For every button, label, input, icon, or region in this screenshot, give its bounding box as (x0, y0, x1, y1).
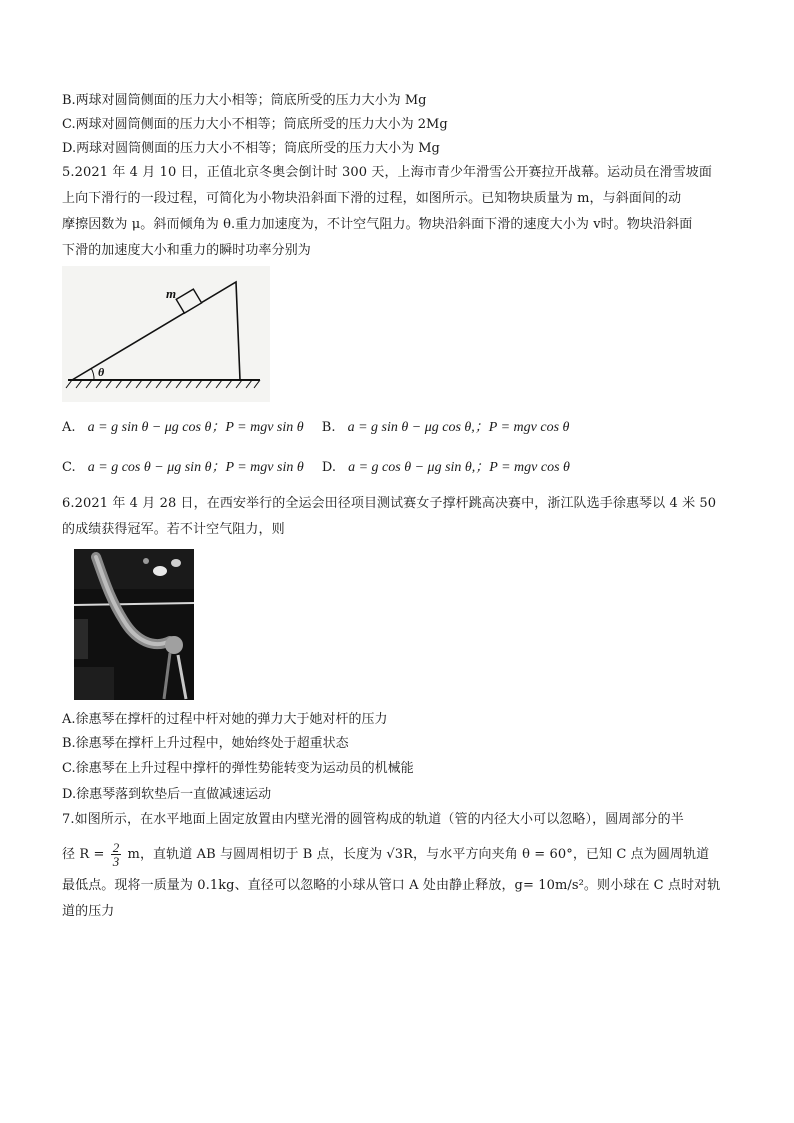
q5-option-d-label: D. (321, 460, 336, 475)
mass-label: m (166, 286, 177, 301)
q5-option-d: a = g cos θ − μg sin θ,；P = mgv cos θ (348, 460, 570, 475)
q5-option-a-label: A. (62, 420, 76, 435)
q6-option-a: A.徐惠琴在撑杆的过程中杆对她的弹力大于她对杆的压力 (62, 712, 388, 727)
q5-options-row-2 (62, 459, 570, 477)
q5-stem-line-1: 5.2021 年 4 月 10 日，正值北京冬奥会倒计时 300 天，上海市青少年滑雪公开赛拉开战幕。运动员在滑雪坡面 (62, 165, 712, 180)
pole-vault-illustration (74, 549, 194, 700)
q4-option-b: B.两球对圆筒侧面的压力大小相等；筒底所受的压力大小为 Mg (62, 93, 427, 108)
q5-stem-line-2: 上向下滑行的一段过程，可简化为小物块沿斜面下滑的过程，如图所示。已知物块质量为 m，与斜面间的动 (62, 191, 682, 206)
q6-stem-line-1: 6.2021 年 4 月 28 日，在西安举行的全运会田径项目测试赛女子撑杆跳高决赛中，浙江队选手徐惠琴以 4 米 50 (62, 496, 717, 511)
q7-stem-line-2 (62, 840, 709, 870)
q7-stem-line-1: 7.如图所示，在水平地面上固定放置由内壁光滑的圆管构成的轨道（管的内径大小可以忽略），圆周部分的半 (62, 812, 684, 827)
q6-stem-line-2: 的成绩获得冠军。若不计空气阻力，则 (62, 522, 285, 537)
q5-options-row-1 (62, 419, 569, 437)
angle-label: θ (98, 365, 105, 379)
q5-option-a: a = g sin θ − μg cos θ；P = mgv sin θ (87, 420, 304, 435)
q7-stem-line-4: 道的压力 (62, 904, 115, 919)
incline-figure (62, 266, 270, 402)
q7-stem-line-2-rest: m，直轨道 AB 与圆周相切于 B 点，长度为 √3R，与水平方向夹角 θ = 60°，已知 C 点为圆周轨道 (127, 847, 710, 862)
q5-option-b-label: B. (321, 420, 336, 435)
q7-radius-fraction (111, 841, 122, 868)
q5-option-c-label: C. (62, 460, 76, 475)
q6-option-b: B.徐惠琴在撑杆上升过程中，她始终处于超重状态 (62, 736, 349, 751)
fraction-denominator: 3 (112, 854, 120, 869)
q6-option-d: D.徐惠琴落到软垫后一直做减速运动 (62, 787, 272, 802)
q4-option-c: C.两球对圆筒侧面的压力大小不相等；筒底所受的压力大小为 2Mg (62, 117, 448, 132)
q4-option-d: D.两球对圆筒侧面的压力大小不相等；筒底所受的压力大小为 Mg (62, 141, 440, 156)
q5-option-c: a = g cos θ − μg sin θ；P = mgv sin θ (87, 460, 304, 475)
q6-option-c: C.徐惠琴在上升过程中撑杆的弹性势能转变为运动员的机械能 (62, 761, 414, 776)
pole-vault-photo (74, 549, 194, 700)
q5-stem-line-4: 下滑的加速度大小和重力的瞬时功率分别为 (62, 243, 311, 258)
q7-radius-label: 径 R = (62, 847, 105, 862)
fraction-numerator: 2 (112, 840, 120, 855)
q5-stem-line-3: 摩擦因数为 μ。斜而倾角为 θ.重力加速度为，不计空气阻力。物块沿斜面下滑的速度大小为 v时。物块沿斜面 (62, 217, 693, 232)
q7-stem-line-3: 最低点。现将一质量为 0.1kg、直径可以忽略的小球从管口 A 处由静止释放，g= 10m/s²。则小球在 C 点时对轨 (62, 878, 721, 893)
q5-option-b: a = g sin θ − μg cos θ,；P = mgv cos θ (347, 420, 570, 435)
